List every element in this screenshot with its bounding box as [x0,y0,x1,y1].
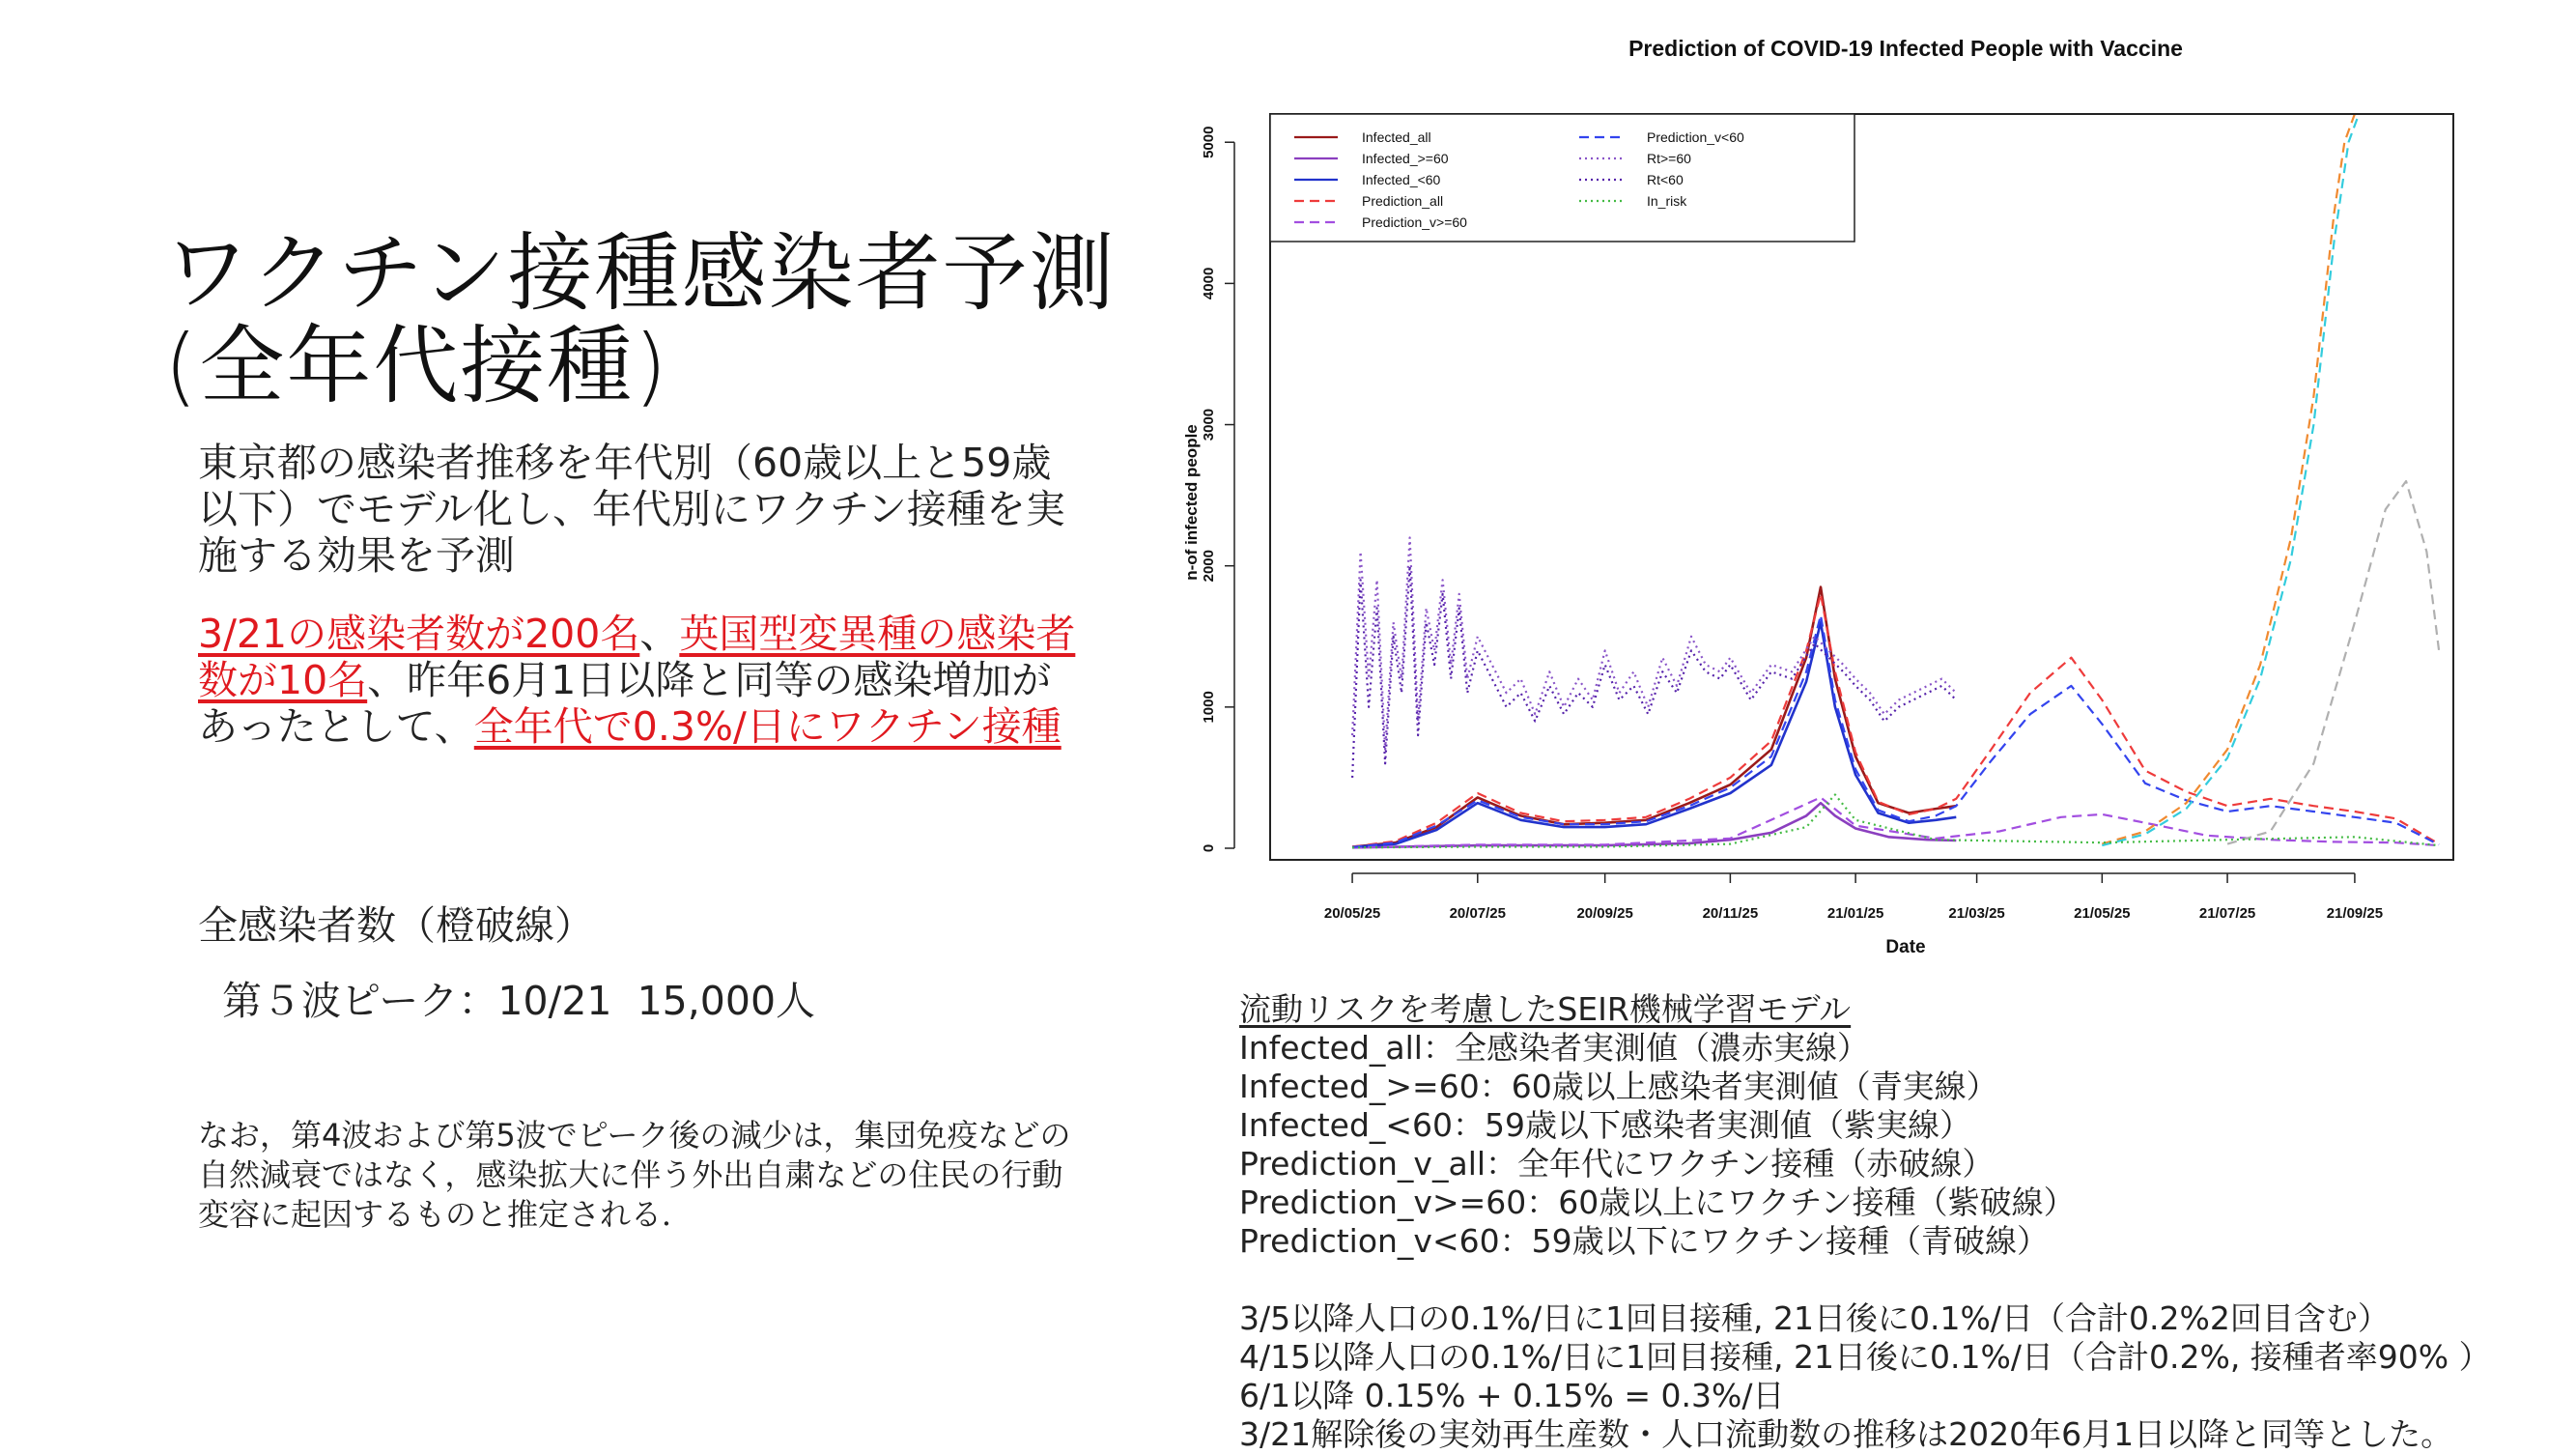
series-line-prediction-grey [2227,481,2439,844]
model-notes [1239,990,2491,1454]
slide-title [164,223,1117,415]
y-tick-label: 2000 [1201,550,1217,583]
x-tick-label: 20/09/25 [1576,905,1633,922]
fifth-wave-peak: 第５波ピーク：10/21 15,000人 [222,978,816,1024]
slide-title-line2: (全年代接種) [164,316,669,415]
legend-label: Rt<60 [1647,172,1684,187]
vaccination-line-3: 6/1以降 0.15% + 0.15% = 0.3%/日 [1239,1377,1785,1414]
y-tick-label: 5000 [1201,126,1217,158]
model-notes-spacer [1239,1261,2491,1299]
footnote-text: なお，第4波および第5波でピーク後の減少は，集団免疫などの自然減衰ではなく，感染拡大に伴う外出自粛などの住民の行動変容に起因するものと推定される． [198,1117,1071,1233]
vaccination-line-4: 3/21解除後の実効再生産数・人口流動数の推移は2020年6月1日以降と同等とした。 [1239,1415,2453,1453]
series-line-infected-all [1352,587,1956,847]
x-tick-label: 21/01/25 [1826,905,1884,922]
assumption-separator: 、 [639,611,680,657]
legend-label: Infected_<60 [1362,172,1441,187]
covid-prediction-chart [1159,19,2550,976]
model-line-infected-lt60: Infected_<60：59歳以下感染者実測値（紫実線） [1239,1106,1972,1144]
series-line-prediction-cyan [2102,114,2359,845]
chart-title: Prediction of COVID-19 Infected People with Vaccine [1628,36,2183,61]
x-tick-label: 21/03/25 [1948,905,2005,922]
legend-label: Infected_all [1362,129,1431,145]
series-line-infected-60 [1352,622,1956,847]
x-tick-label: 21/09/25 [2326,905,2384,922]
x-tick-label: 20/05/25 [1323,905,1381,922]
assumption-variant-cases: 英国型変異種の感染者数が10名 [198,611,1076,703]
x-tick-label: 20/11/25 [1702,905,1759,922]
legend-label: Infected_>=60 [1362,151,1449,166]
assumption-initial-cases: 3/21の感染者数が200名 [198,611,640,657]
x-tick-label: 21/07/25 [2198,905,2256,922]
y-axis-label: n-of infected people [1182,424,1201,581]
vaccination-line-2: 4/15以降人口の0.1%/日に1回目接種, 21日後に0.1%/日（合計0.2%, 接種者率90% ） [1239,1338,2491,1376]
model-line-prediction-lt60: Prediction_v<60：59歳以下にワクチン接種（青破線） [1239,1222,2049,1260]
x-axis-label: Date [1885,937,1926,957]
series-line-rt-60 [1352,538,1956,750]
vaccination-line-1: 3/5以降人口の0.1%/日に1回目接種, 21日後に0.1%/日（合計0.2%2回目含む） [1239,1299,2390,1337]
assumption-vaccination-rate: 全年代で0.3%/日にワクチン接種 [473,703,1062,750]
model-line-infected-all: Infected_all：全感染者実測値（濃赤実線） [1239,1029,1869,1067]
series-line-prediction-orange [2102,114,2355,844]
legend-box [1270,114,1854,242]
y-tick-label: 0 [1201,843,1217,853]
y-tick-label: 3000 [1201,408,1217,442]
legend-label: Prediction_v>=60 [1362,214,1467,230]
legend-label: In_risk [1647,193,1687,209]
assumption-growth: 、昨年6月1日以降と同等の感染増加があったとして、 [198,657,1052,750]
series-line-rt-60 [1352,566,1956,778]
model-line-prediction-all: Prediction_v_all：全年代にワクチン接種（赤破線） [1239,1145,1995,1183]
model-notes-heading: 流動リスクを考慮したSEIR機械学習モデル [1239,990,1852,1028]
chart-legend [1270,114,1854,242]
model-line-prediction-ge60: Prediction_v>=60：60歳以上にワクチン接種（紫破線） [1239,1183,2076,1221]
legend-label: Prediction_all [1362,193,1444,209]
series-line-prediction-all [1352,594,2439,847]
description-text: 東京都の感染者推移を年代別（60歳以上と59歳以下）でモデル化し、年代別にワクチン接種を実施する効果を予測 [198,440,1065,579]
y-tick-label: 1000 [1201,691,1217,724]
model-line-infected-ge60: Infected_>=60：60歳以上感染者実測値（青実線） [1239,1068,1998,1105]
x-tick-label: 20/07/25 [1449,905,1506,922]
legend-label: Prediction_v<60 [1647,129,1744,145]
assumption-text [198,611,1087,750]
x-tick-label: 21/05/25 [2074,905,2131,922]
slide-title-line1: ワクチン接種感染者予測 [164,223,1117,323]
total-infected-label: 全感染者数（橙破線） [198,902,594,949]
legend-label: Rt>=60 [1647,151,1691,166]
y-tick-label: 4000 [1201,267,1217,300]
